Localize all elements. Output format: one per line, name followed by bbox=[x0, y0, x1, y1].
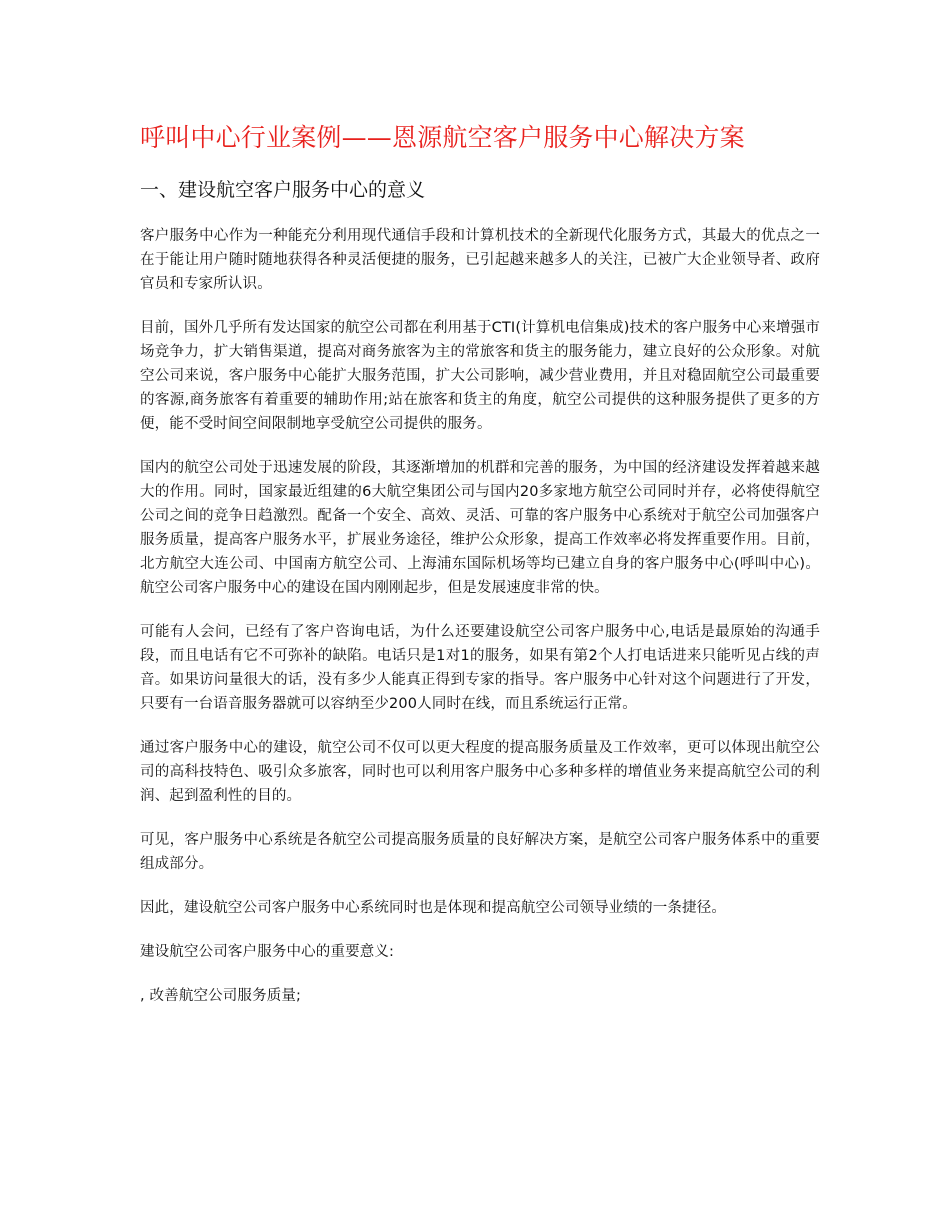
paragraph: 因此，建设航空公司客户服务中心系统同时也是体现和提高航空公司领导业绩的一条捷径。 bbox=[140, 900, 726, 916]
list-item: , 改善航空公司服务质量; bbox=[140, 988, 302, 1004]
paragraph: 可见，客户服务中心系统是各航空公司提高服务质量的良好解决方案，是航空公司客户服务体系中的重要组成部分。 bbox=[140, 832, 820, 872]
paragraph: 建设航空公司客户服务中心的重要意义: bbox=[140, 944, 395, 960]
section-heading: 一、建设航空客户服务中心的意义 bbox=[140, 179, 426, 201]
document-body bbox=[140, 224, 820, 1028]
paragraph: 客户服务中心作为一种能充分利用现代通信手段和计算机技术的全新现代化服务方式，其最大的优点之一在于能让用户随时随地获得各种灵活便捷的服务，已引起越来越多人的关注，已被广大企业领导者、政府官员和专家所认识。 bbox=[140, 228, 820, 292]
paragraph: 可能有人会问，已经有了客户咨询电话，为什么还要建设航空公司客户服务中心,电话是最原始的沟通手段，而且电话有它不可弥补的缺陷。电话只是1对1的服务，如果有第2个人打电话进来只能听见占线的声音。如果访问量很大的话，没有多少人能真正得到专家的指导。客户服务中心针对这个问题进行了开发，只要有一台语音服务器就可以容纳至少200人同时在线，而且系统运行正常。 bbox=[140, 624, 820, 712]
paragraph: 目前，国外几乎所有发达国家的航空公司都在利用基于CTI(计算机电信集成)技术的客户服务中心来增强市场竞争力，扩大销售渠道，提高对商务旅客为主的常旅客和货主的服务能力，建立良好的公众形象。对航空公司来说，客户服务中心能扩大服务范围，扩大公司影响，减少营业费用，并且对稳固航空公司最重要的客源,商务旅客有着重要的辅助作用;站在旅客和货主的角度，航空公司提供的这种服务提供了更多的方便，能不受时间空间限制地享受航空公司提供的服务。 bbox=[140, 320, 820, 432]
paragraph: 通过客户服务中心的建设，航空公司不仅可以更大程度的提高服务质量及工作效率，更可以体现出航空公司的高科技特色、吸引众多旅客，同时也可以利用客户服务中心多种多样的增值业务来提高航空公司的利润、起到盈利性的目的。 bbox=[140, 740, 820, 804]
document-title: 呼叫中心行业案例——恩源航空客户服务中心解决方案 bbox=[140, 123, 745, 152]
paragraph: 国内的航空公司处于迅速发展的阶段，其逐渐增加的机群和完善的服务，为中国的经济建设发挥着越来越大的作用。同时，国家最近组建的6大航空集团公司与国内20多家地方航空公司同时并存，必将使得航空公司之间的竞争日趋激烈。配备一个安全、高效、灵活、可靠的客户服务中心系统对于航空公司加强客户服务质量，提高客户服务水平，扩展业务途径，维护公众形象，提高工作效率必将发挥重要作用。目前，北方航空大连公司、中国南方航空公司、上海浦东国际机场等均已建立自身的客户服务中心(呼叫中心)。航空公司客户服务中心的建设在国内刚刚起步，但是发展速度非常的快。 bbox=[140, 460, 820, 596]
